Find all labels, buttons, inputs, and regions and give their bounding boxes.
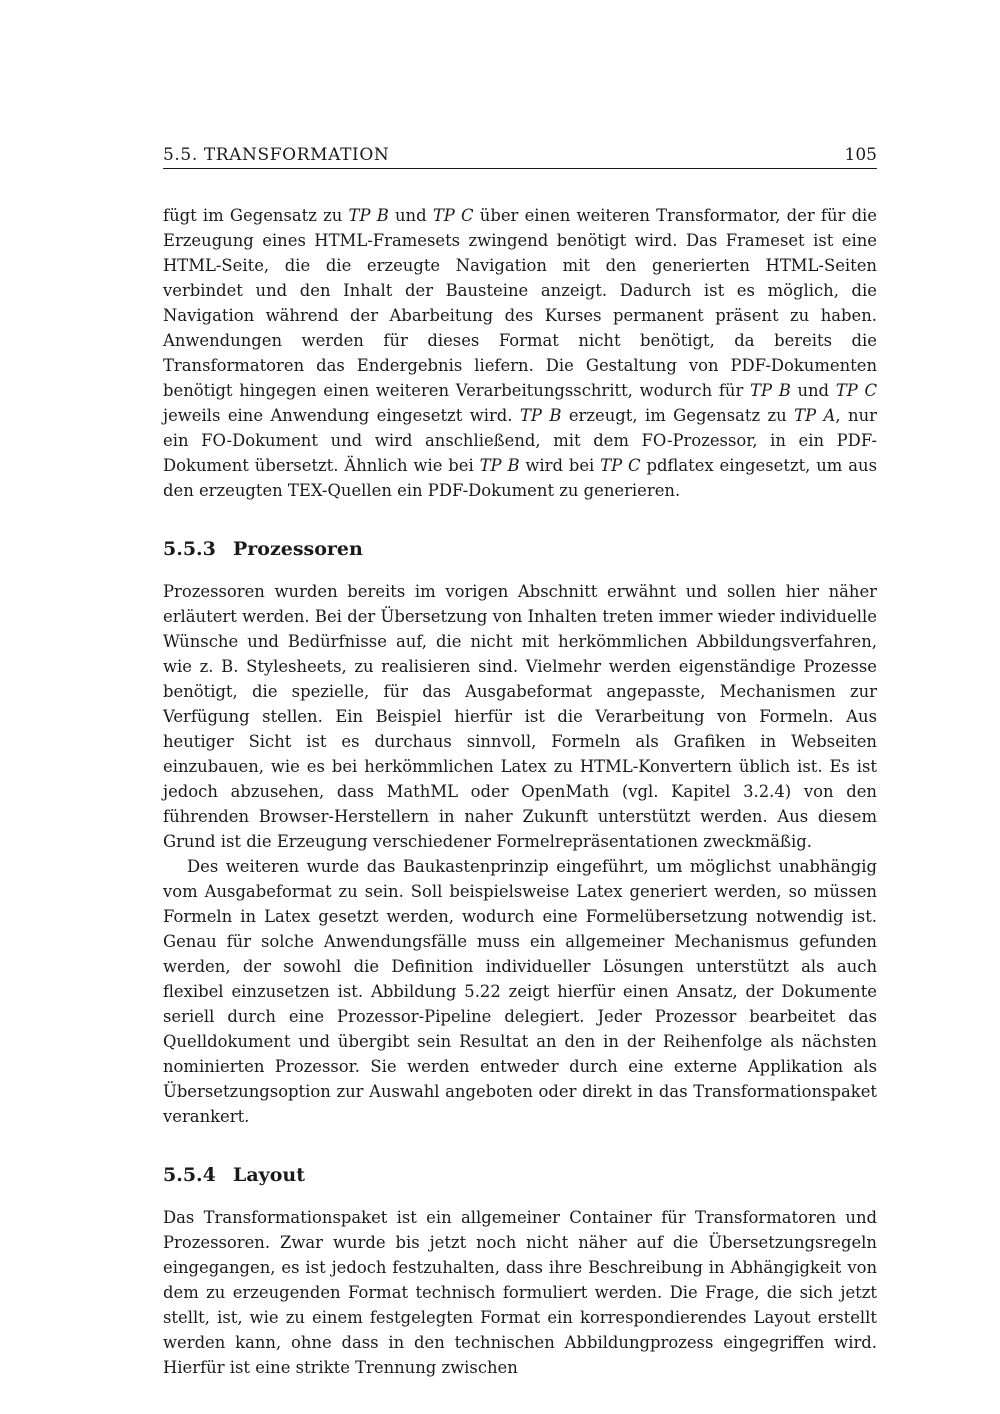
italic-term: TP B — [479, 456, 520, 475]
italic-term: TP C — [432, 206, 474, 225]
text-run: , nur ein FO-Dokument und wird anschließend, mit dem FO-Prozessor, in ein PDF-Dokument übersetzt. Ähnlich wie bei — [163, 406, 877, 475]
italic-term: TP B — [519, 406, 562, 425]
italic-term: TP C — [600, 456, 641, 475]
document-page — [163, 144, 877, 1380]
italic-term: TP B — [348, 206, 389, 225]
body-paragraph: Das Transformationspaket ist ein allgemeiner Container für Transformatoren und Prozessoren. Zwar wurde bis jetzt noch nicht näher auf die Übersetzungsregeln eingegangen, es ist jedoch festzuhalten, dass ihre Beschreibung in Abhängigkeit von dem zu erzeugenden Format technisch formuliert werden. Die Frage, die sich jetzt stellt, ist, wie zu einem festgelegten Format ein korrespondierendes Layout erstellt werden kann, ohne dass in den technischen Abbildungprozess eingegriffen wird. Hierfür ist eine strikte Trennung zwischen — [163, 1208, 877, 1377]
text-run: erzeugt, im Gegensatz zu — [561, 406, 795, 425]
section-number: 5.5.4 — [163, 1164, 216, 1186]
text-run: wird bei — [519, 456, 601, 475]
italic-term: TP B — [750, 381, 791, 400]
text-run: fügt im Gegensatz zu — [163, 206, 349, 225]
italic-term: TP A — [794, 406, 836, 425]
text-run: jeweils eine Anwendung eingesetzt wird. — [163, 406, 520, 425]
header-section-title: 5.5. TRANSFORMATION — [163, 145, 390, 165]
section-heading-5-5-4 — [163, 1163, 877, 1188]
page-number: 105 — [844, 145, 877, 165]
text-run: und — [790, 381, 836, 400]
running-header — [163, 144, 877, 169]
section-title: Prozessoren — [233, 538, 363, 560]
section-heading-5-5-3 — [163, 537, 877, 562]
section-title: Layout — [233, 1164, 305, 1186]
body-paragraph: Prozessoren wurden bereits im vorigen Abschnitt erwähnt und sollen hier näher erläutert werden. Bei der Übersetzung von Inhalten treten immer wieder individuelle Wünsche und Bedürfnisse auf, die nicht mit herkömmlichen Abbildungsverfahren, wie z. B. Stylesheets, zu realisieren sind. Vielmehr werden eigenständige Prozesse benötigt, die spezielle, für das Ausgabeformat angepasste, Mechanismen zur Verfügung stellen. Ein Beispiel hierfür ist die Verarbeitung von Formeln. Aus heutiger Sicht ist es durchaus sinnvoll, Formeln als Grafiken in Webseiten einzubauen, wie es bei herkömmlichen Latex zu HTML-Konvertern üblich ist. Es ist jedoch abzusehen, dass MathML oder OpenMath (vgl. Kapitel 3.2.4) von den führenden Browser-Herstellern in naher Zukunft unterstützt werden. Aus diesem Grund ist die Erzeugung verschiedener Formelrepräsentationen zweckmäßig. — [163, 582, 877, 851]
text-run: pdflatex eingesetzt, um aus den erzeugten TEX-Quellen ein PDF-Dokument zu generieren. — [163, 456, 877, 500]
section-number: 5.5.3 — [163, 538, 216, 560]
body-paragraph: Des weiteren wurde das Baukastenprinzip eingeführt, um möglichst unabhängig vom Ausgabeformat zu sein. Soll beispielsweise Latex generiert werden, so müssen Formeln in Latex gesetzt werden, wodurch eine Formelübersetzung notwendig ist. Genau für solche Anwendungsfälle muss ein allgemeiner Mechanismus gefunden werden, der sowohl die Definition individueller Lösungen unterstützt als auch flexibel einzusetzen ist. Abbildung 5.22 zeigt hierfür einen Ansatz, der Dokumente seriell durch eine Prozessor-Pipeline delegiert. Jeder Prozessor bearbeitet das Quelldokument und übergibt sein Resultat an den in der Reihenfolge als nächsten nominierten Prozessor. Sie werden entweder durch eine externe Applikation als Übersetzungsoption zur Auswahl angeboten oder direkt in das Transformationspaket verankert. — [163, 857, 877, 1126]
text-run: über einen weiteren Transformator, der für die Erzeugung eines HTML-Framesets zwingend benötigt wird. Das Frameset ist eine HTML-Seite, die die erzeugte Navigation mit den generierten HTML-Seiten verbindet und den Inhalt der Bausteine anzeigt. Dadurch ist es möglich, die Navigation während der Abarbeitung des Kurses permanent präsent zu haben. Anwendungen werden für dieses Format nicht benötigt, da bereits die Transformatoren das Endergebnis liefern. Die Gestaltung von PDF-Dokumenten benötigt hingegen einen weiteren Verarbeitungsschritt, wodurch für — [163, 206, 878, 400]
italic-term: TP C — [835, 381, 877, 400]
text-run: und — [388, 206, 433, 225]
intro-paragraph — [163, 203, 877, 503]
